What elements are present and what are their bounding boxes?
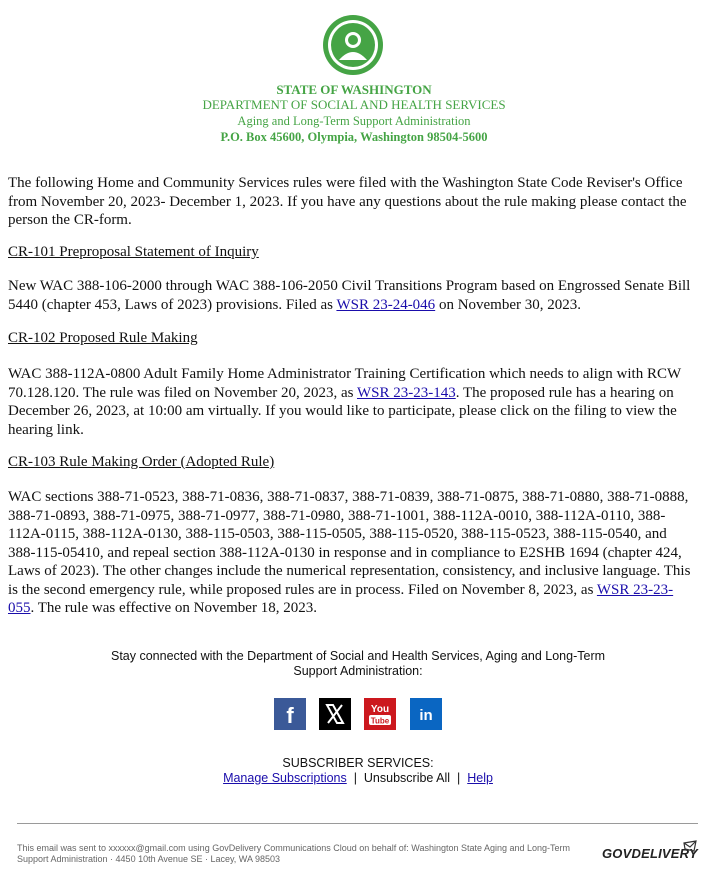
separator: | xyxy=(457,771,461,785)
header-state: STATE OF WASHINGTON xyxy=(276,82,432,97)
x-icon[interactable] xyxy=(319,698,351,730)
svg-text:in: in xyxy=(419,707,433,724)
footer-disclaimer: This email was sent to xxxxxx@gmail.com using GovDelivery Communications Cloud on behalf of: Washington State Aging and Long-Term Support Administration · 4450 10th Avenue SE · Lacey, WA 98503 xyxy=(17,843,571,864)
envelope-icon xyxy=(683,840,697,852)
section-heading-cr103: CR-103 Rule Making Order (Adopted Rule) xyxy=(8,454,275,470)
linkedin-icon[interactable] xyxy=(410,698,442,730)
subscriber-links xyxy=(0,771,708,786)
facebook-icon[interactable] xyxy=(274,698,306,730)
svg-text:f: f xyxy=(286,703,294,728)
state-seal-logo xyxy=(322,14,384,76)
unsubscribe-all-text[interactable]: Unsubscribe All xyxy=(363,771,451,785)
section-body-cr101: New WAC 388-106-2000 through WAC 388-106-2050 Civil Transitions Program based on Engrossed Senate Bill 5440 (chapter 453, Laws of 2023) provisions. Filed as WSR 23-24-046 on November 30, 2023. xyxy=(8,278,691,313)
govdelivery-logo: GOVDELIVERY xyxy=(602,846,698,861)
wsr-link-cr102[interactable]: WSR 23-23-143 xyxy=(356,384,456,401)
youtube-icon[interactable] xyxy=(364,698,396,730)
svg-text:Tube: Tube xyxy=(370,716,390,726)
subscriber-services-title: SUBSCRIBER SERVICES: xyxy=(282,756,434,770)
header-administration: Aging and Long-Term Support Administration xyxy=(237,114,471,128)
section-heading-cr101: CR-101 Preproposal Statement of Inquiry xyxy=(8,244,259,260)
header-address: P.O. Box 45600, Olympia, Washington 98504-5600 xyxy=(220,130,488,144)
section-body-cr102: WAC 388-112A-0800 Adult Family Home Administrator Training Certification which needs to align with RCW 70.128.120. The rule was filed on November 20, 2023, as WSR 23-23-143. The proposed rule has a hearing on December 26, 2023, at 10:00 am virtually. If you would like to participate, please click on the filing to view the hearing link. xyxy=(8,366,681,438)
intro-paragraph: The following Home and Community Services rules were filed with the Washington State Code Reviser's Office from November 20, 2023- December 1, 2023. If you have any questions about the rule making please contact the person the CR-form. xyxy=(8,175,687,228)
manage-subscriptions-link[interactable]: Manage Subscriptions xyxy=(223,771,347,785)
header-department: DEPARTMENT OF SOCIAL AND HEALTH SERVICES xyxy=(202,97,506,112)
footer-divider xyxy=(17,823,698,824)
help-link[interactable]: Help xyxy=(467,771,493,785)
wsr-link-cr101[interactable]: WSR 23-24-046 xyxy=(336,296,436,313)
wsr-link-cr103[interactable]: WSR 23-23-055 xyxy=(8,581,674,616)
section-body-cr103: WAC sections 388-71-0523, 388-71-0836, 388-71-0837, 388-71-0839, 388-71-0875, 388-71-0880, 388-71-0888, 388-71-0893, 388-71-0975, 388-71-0977, 388-71-0980, 388-71-1001, 388-112A-0010, 388-112A-0110, 388-112A-0115, 388-112A-0130, 388-115-0503, 388-115-0505, 388-115-0520, 388-115-0523, 388-115-0540, and 388-115-05410, and repeal section 388-112A-0130 in response and in compliance to E2SHB 1694 (chapter 424, Laws of 2023). The other changes include the numerical representation, consistency, and inclusive language. This is the second emergency rule, while proposed rules are in process. Filed on November 8, 2023, as WSR 23-23-055. The rule was effective on November 18, 2023. xyxy=(8,489,691,616)
stay-connected-text: Stay connected with the Department of Social and Health Services, Aging and Long-Term Support Administration: xyxy=(110,649,606,678)
section-heading-cr102: CR-102 Proposed Rule Making xyxy=(8,330,198,346)
svg-text:You: You xyxy=(370,704,390,715)
separator: | xyxy=(353,771,357,785)
